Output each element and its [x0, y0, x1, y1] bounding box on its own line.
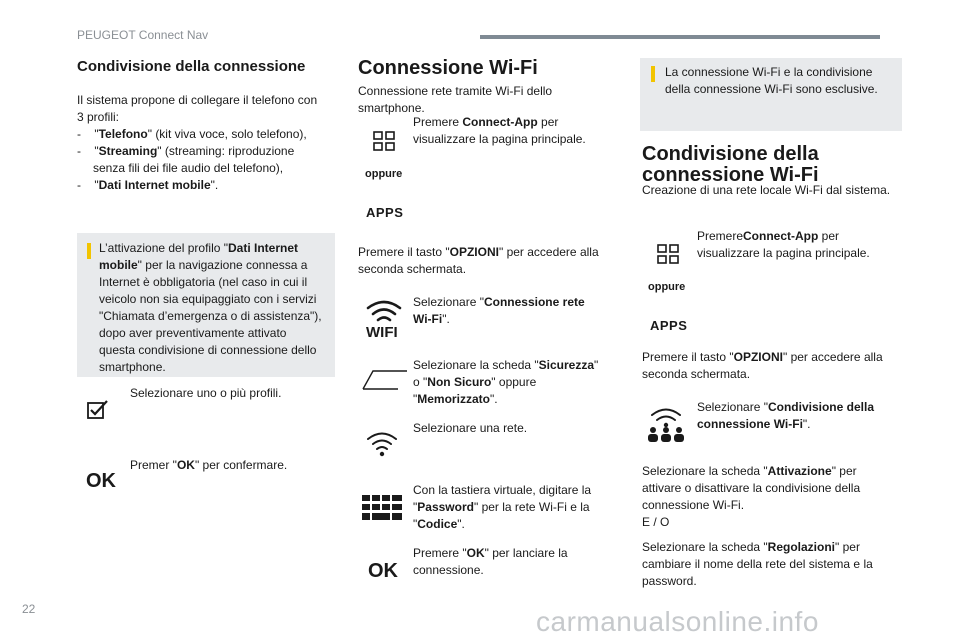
- step-activation-tab: [642, 463, 860, 514]
- text-line: "Password" per la rete Wi-Fi e la: [413, 500, 590, 514]
- step-settings-tab: [642, 539, 873, 590]
- text-line: connessione Wi-Fi".: [697, 417, 811, 431]
- section-title-wifi-sharing: [642, 144, 819, 186]
- text-line: mobile" per la navigazione connessa a: [99, 258, 308, 272]
- text-line: Selezionare la scheda "Sicurezza": [413, 358, 599, 372]
- text-line: Premere Connect-App per: [413, 115, 559, 129]
- text-line: visualizzare la pagina principale.: [697, 246, 870, 260]
- section-title-wifi: Connessione Wi-Fi: [358, 57, 538, 79]
- apps-button-icon: APPS: [366, 205, 404, 220]
- step-options: [358, 244, 599, 278]
- ok-button-icon: OK: [86, 470, 116, 492]
- info-text: [99, 240, 331, 376]
- profile-item: - "Streaming" (streaming: riproduzione: [77, 144, 295, 158]
- wifi-word: WIFI: [366, 324, 398, 338]
- text-line: "Chiamata d’emergenza o di assistenza"),: [99, 309, 322, 323]
- text-line: Connessione rete tramite Wi-Fi dello: [358, 84, 553, 98]
- text-line: Selezionare "Condivisione della: [697, 400, 874, 414]
- text-line: La connessione Wi-Fi e la condivisione: [665, 65, 873, 79]
- text-line: Selezionare "Connessione rete: [413, 295, 585, 309]
- step-wifi-network: [413, 294, 585, 328]
- text-line: Selezionare la scheda "Regolazioni" per: [642, 540, 860, 554]
- text-line: Premere il tasto "OPZIONI" per accedere alla: [642, 350, 883, 364]
- title-line: connessione Wi-Fi: [642, 164, 819, 186]
- text-line: Selezionare la scheda "Attivazione" per: [642, 464, 857, 478]
- title-line: Condivisione della: [642, 143, 819, 165]
- text-line: smartphone.: [99, 360, 166, 374]
- col2-intro: [358, 83, 552, 117]
- oppure-label: oppure: [365, 168, 403, 180]
- step-select-network: Selezionare una rete.: [413, 421, 528, 435]
- step-select-profiles: Selezionare uno o più profili.: [130, 386, 282, 400]
- info-marker: [651, 66, 655, 82]
- text-line: cambiare il nome della rete del sistema e la: [642, 557, 873, 571]
- ok-button-icon: OK: [368, 560, 398, 582]
- text-line: smartphone.: [358, 101, 425, 115]
- profile-item: - "Telefono" (kit viva voce, solo telefono),: [77, 127, 307, 141]
- step-options: [642, 349, 883, 383]
- info-exclusive-text: [665, 64, 897, 98]
- step-connect-app: [413, 114, 586, 148]
- text-line: Il sistema propone di collegare il telefono con: [77, 93, 318, 107]
- text-line: senza fili dei file audio del telefono),: [93, 161, 284, 175]
- text-line: questa condivisione di connessione dello: [99, 343, 317, 357]
- text-line: attivare o disattivare la condivisione della: [642, 481, 861, 495]
- text-line: dopo aver preventivamente attivato: [99, 326, 287, 340]
- and-or-label: E / O: [642, 515, 670, 529]
- keyboard-icon: [362, 495, 402, 521]
- watermark: carmanualsonline.info: [536, 606, 819, 637]
- wifi-sharing-icon: [646, 404, 686, 444]
- header-rule: [480, 35, 880, 39]
- step-password: [413, 482, 591, 533]
- text-line: Wi-Fi".: [413, 312, 450, 326]
- tab-icon: [362, 370, 408, 390]
- text-line: L’attivazione del profilo "Dati Internet: [99, 241, 299, 255]
- step-confirm: Premer "OK" per confermare.: [130, 458, 288, 472]
- col3-intro: Creazione di una rete locale Wi-Fi dal sistema.: [642, 183, 891, 197]
- oppure-label: oppure: [648, 281, 686, 293]
- text-line: seconda schermata.: [642, 367, 751, 381]
- manual-header-brand: PEUGEOT Connect Nav: [77, 28, 209, 42]
- step-sharing-network: [697, 399, 874, 433]
- text-line: connessione Wi-Fi.: [642, 498, 745, 512]
- text-line: password.: [642, 574, 697, 588]
- text-line: Internet è obbligatoria (nel caso in cui il: [99, 275, 308, 289]
- text-line: veicolo non sia equipaggiato con i servizi: [99, 292, 317, 306]
- text-line: Con la tastiera virtuale, digitare la: [413, 483, 592, 497]
- text-line: visualizzare la pagina principale.: [413, 132, 586, 146]
- step-security-tab: [413, 357, 598, 408]
- wifi-signal-icon: [366, 430, 398, 458]
- connect-app-icon: [657, 244, 679, 264]
- text-line: "Memorizzato".: [413, 392, 498, 406]
- section-title-sharing: Condivisione della connessione: [77, 58, 306, 75]
- connect-app-icon: [373, 131, 395, 151]
- wifi-icon: [364, 298, 404, 338]
- step-launch-connection: [413, 545, 568, 579]
- info-marker: [87, 243, 91, 259]
- page-number: 22: [22, 602, 36, 616]
- text-line: "Codice".: [413, 517, 465, 531]
- text-line: seconda schermata.: [358, 262, 467, 276]
- profile-item: - "Dati Internet mobile".: [77, 178, 219, 192]
- text-line: o "Non Sicuro" oppure: [413, 375, 537, 389]
- step-connect-app: [697, 228, 870, 262]
- text-line: della connessione Wi-Fi sono esclusive.: [665, 82, 878, 96]
- text-line: connessione.: [413, 563, 484, 577]
- text-line: 3 profili:: [77, 110, 120, 124]
- col1-intro: [77, 92, 337, 194]
- text-line: PremereConnect-App per: [697, 229, 840, 243]
- apps-button-icon: APPS: [650, 318, 688, 333]
- text-line: Premere il tasto "OPZIONI" per accedere alla: [358, 245, 599, 259]
- checkbox-edit-icon: [87, 400, 109, 420]
- text-line: Premere "OK" per lanciare la: [413, 546, 568, 560]
